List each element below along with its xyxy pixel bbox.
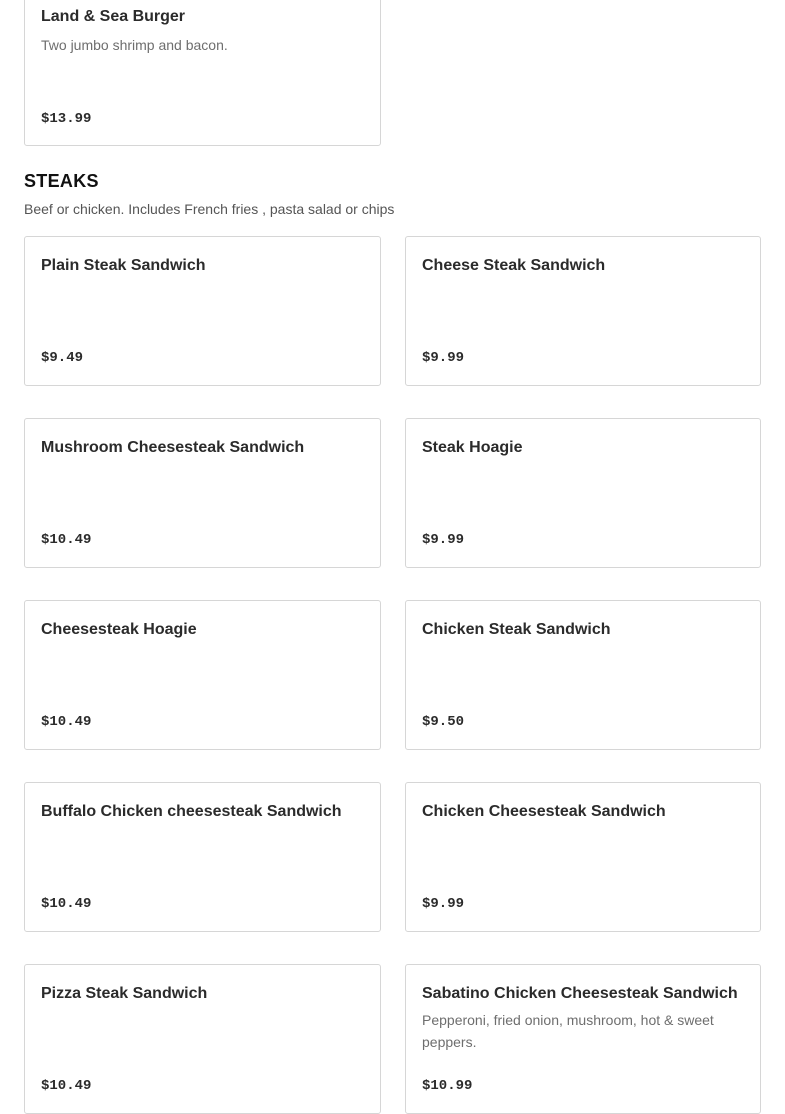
menu-item-name: Mushroom Cheesesteak Sandwich: [41, 439, 305, 456]
menu-item-description: Pepperoni, fried onion, mushroom, hot & sweet peppers.: [422, 1012, 714, 1050]
menu-item-name: Pizza Steak Sandwich: [41, 985, 208, 1002]
menu-item-name: Sabatino Chicken Cheesesteak Sandwich: [422, 985, 738, 1002]
menu-item-card[interactable]: [24, 600, 381, 750]
menu-item-price: $9.50: [422, 714, 465, 730]
menu-item-price: $9.99: [422, 532, 465, 548]
menu-item-price: $9.99: [422, 350, 465, 366]
menu-item-card[interactable]: [24, 964, 381, 1114]
menu-item-name: Cheese Steak Sandwich: [422, 257, 606, 274]
section-description: Beef or chicken. Includes French fries , pasta salad or chips: [24, 201, 395, 217]
menu-item-card[interactable]: [405, 964, 761, 1114]
menu-item-card[interactable]: [405, 782, 761, 932]
menu-item-card[interactable]: [24, 236, 381, 386]
menu-item-price: $13.99: [41, 111, 92, 127]
menu-item-card[interactable]: [24, 0, 381, 146]
menu-item-price: $10.49: [41, 1078, 92, 1094]
menu-item-name: Chicken Cheesesteak Sandwich: [422, 803, 666, 820]
menu-item-name: Steak Hoagie: [422, 439, 523, 456]
menu-item-name: Plain Steak Sandwich: [41, 257, 206, 274]
menu-item-card[interactable]: [24, 418, 381, 568]
menu-item-name: Cheesesteak Hoagie: [41, 621, 197, 638]
menu-item-name: Land & Sea Burger: [41, 8, 186, 25]
menu-item-card[interactable]: [405, 236, 761, 386]
menu-item-price: $10.49: [41, 896, 92, 912]
menu-item-card[interactable]: [24, 782, 381, 932]
menu-item-price: $9.99: [422, 896, 465, 912]
menu-item-price: $10.49: [41, 714, 92, 730]
menu-item-price: $9.49: [41, 350, 84, 366]
menu-item-card[interactable]: [405, 600, 761, 750]
menu-item-name: Buffalo Chicken cheesesteak Sandwich: [41, 803, 342, 820]
menu-item-description: Two jumbo shrimp and bacon.: [41, 37, 228, 53]
menu-item-card[interactable]: [405, 418, 761, 568]
section-title: STEAKS: [24, 171, 99, 191]
menu-item-name: Chicken Steak Sandwich: [422, 621, 611, 638]
menu-item-price: $10.49: [41, 532, 92, 548]
menu-item-price: $10.99: [422, 1078, 473, 1094]
